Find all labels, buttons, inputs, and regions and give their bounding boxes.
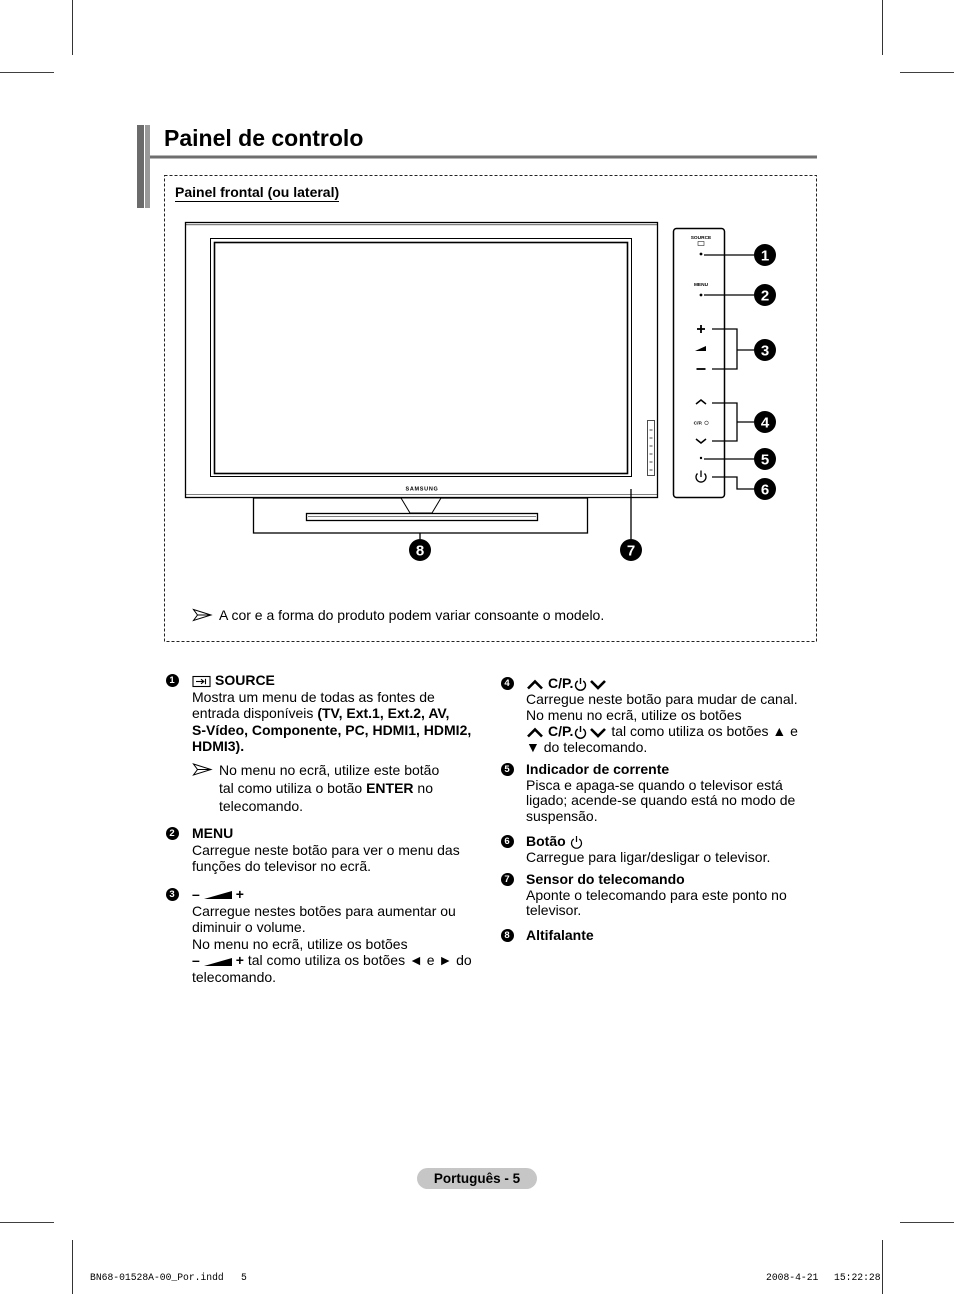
callout-number-8: 8 — [415, 542, 425, 560]
item-desc-text: Pisca e apaga-se quando o televisor está — [526, 776, 783, 793]
power-icon — [574, 677, 587, 691]
item-desc-text-bold: C/P. — [548, 723, 574, 739]
chevron-up-icon — [526, 727, 544, 738]
header-bar-light — [145, 125, 150, 208]
item-title-text: Sensor do telecomando — [526, 871, 685, 887]
item-volume — [169, 886, 472, 986]
item-desc-text: Carregue neste botão para ver o menu das — [192, 841, 460, 858]
power-icon — [574, 725, 587, 739]
item-source-note — [219, 761, 439, 815]
item-desc-line — [526, 809, 795, 825]
callout-number-1: 1 — [760, 247, 770, 265]
item-number-badge: 1 — [166, 674, 179, 687]
item-title-text: SOURCE — [215, 672, 275, 688]
item-desc-text-bold: + — [235, 952, 244, 969]
slug-date: 2008-4-21 — [766, 1272, 819, 1283]
item-desc-line — [192, 858, 460, 875]
item-desc-line — [192, 952, 472, 969]
item-speaker — [504, 927, 594, 943]
panel-source-label: SOURCE — [690, 236, 712, 241]
item-title-text: – — [192, 886, 200, 902]
note-text: tal como utiliza o botão — [219, 780, 367, 796]
item-desc-line — [526, 723, 798, 739]
note-line — [219, 761, 439, 779]
panel-source-dot — [700, 253, 703, 256]
callout-number-2: 2 — [760, 287, 770, 305]
item-desc-text: televisor. — [526, 902, 582, 918]
note-text: telecomando. — [219, 798, 304, 814]
item-desc-text: telecomando. — [192, 968, 277, 985]
title-rule — [150, 156, 817, 159]
item-desc-line — [192, 705, 471, 722]
item-desc-text: ▼ do telecomando. — [526, 739, 648, 755]
item-desc-line — [526, 739, 798, 755]
item-title — [192, 825, 460, 842]
item-power-button — [504, 833, 771, 865]
item-title-text: Indicador de corrente — [526, 761, 670, 777]
item-desc-text: Carregue neste botão para mudar de canal. — [526, 691, 798, 707]
item-desc-line — [192, 689, 471, 706]
item-source — [169, 672, 472, 755]
item-number-badge: 7 — [501, 873, 514, 886]
item-desc-line — [192, 936, 472, 953]
page-number-badge: Português - 5 — [417, 1168, 537, 1189]
panel-menu-dot — [700, 294, 703, 297]
note-arrow-icon — [194, 610, 212, 621]
slug-time: 15:22:28 — [834, 1272, 881, 1283]
item-desc-text-bold: (TV, Ext.1, Ext.2, AV, — [317, 705, 450, 721]
item-desc-text: Carregue nestes botões para aumentar ou — [192, 902, 456, 919]
item-title — [526, 675, 798, 691]
panel-menu-label: MENU — [693, 283, 709, 288]
item-desc-line — [526, 903, 787, 919]
item-desc-line — [526, 888, 787, 904]
item-desc-text: entrada disponíveis — [192, 705, 318, 721]
control-panel-frame — [674, 229, 725, 498]
slug-filename: BN68-01528A-00_Por.indd — [90, 1272, 224, 1283]
item-desc-line — [192, 969, 472, 986]
volume-wedge-icon — [204, 890, 232, 900]
item-title — [526, 833, 770, 849]
item-desc-text-bold: S-Vídeo, Componente, PC, HDMI1, HDMI2, — [192, 721, 472, 738]
figure-subtitle: Painel frontal (ou lateral) — [175, 184, 340, 200]
note-arrow-icon — [194, 764, 212, 775]
item-desc-line — [526, 778, 795, 794]
item-desc-text: Aponte o telecomando para este ponto no — [526, 886, 787, 903]
item-number-badge: 5 — [501, 763, 514, 776]
callout-number-5: 5 — [760, 451, 770, 469]
item-channel — [504, 675, 798, 755]
item-title-text: Altifalante — [526, 927, 594, 943]
item-title-text: + — [235, 886, 244, 902]
tv-brand-logo: SAMSUNG — [405, 486, 439, 493]
callout-number-4: 4 — [760, 414, 770, 432]
item-desc-line — [526, 849, 770, 865]
item-desc-line — [192, 842, 460, 859]
panel-channel-label: C/P. — [693, 421, 703, 427]
item-desc-line — [192, 903, 472, 920]
chevron-up-icon — [526, 679, 544, 690]
note-text: No menu no ecrã, utilize este botão — [219, 762, 440, 778]
item-number-badge: 2 — [166, 827, 179, 840]
tv-bezel — [186, 223, 658, 498]
item-title — [526, 927, 594, 943]
item-desc-text: No menu no ecrã, utilize os botões — [192, 935, 408, 952]
callout-number-7: 7 — [626, 542, 636, 560]
item-desc-text: ligado; acende-se quando está no modo de — [526, 792, 796, 809]
chevron-down-icon — [589, 727, 607, 738]
item-desc-text: funções do televisor no ecrã. — [192, 858, 371, 874]
item-title — [192, 886, 472, 903]
figure-note: A cor e a forma do produto podem variar consoante o modelo. — [219, 607, 605, 623]
note-text-bold: ENTER — [366, 780, 414, 796]
item-desc-text-bold: – — [192, 952, 200, 969]
item-desc-text: diminuir o volume. — [192, 919, 306, 936]
page-title: Painel de controlo — [164, 125, 364, 151]
item-desc-text: suspensão. — [526, 808, 598, 825]
power-icon — [570, 835, 583, 849]
source-input-icon — [192, 675, 212, 688]
item-remote-sensor — [504, 871, 787, 919]
tv-illustration — [186, 223, 658, 534]
panel-power-indicator-dot — [700, 457, 702, 459]
item-desc-line — [526, 793, 795, 809]
item-menu — [169, 825, 460, 875]
item-desc-line — [526, 691, 798, 707]
slug-page: 5 — [241, 1272, 247, 1283]
volume-wedge-icon — [204, 957, 232, 967]
item-desc-text: Mostra um menu de todas as fontes de — [192, 688, 435, 705]
item-title — [526, 762, 795, 778]
item-number-badge: 8 — [501, 929, 514, 942]
item-title-text: Botão — [526, 833, 566, 849]
item-title-text: MENU — [192, 825, 234, 841]
callout-number-3: 3 — [760, 342, 770, 360]
header-bar-dark — [137, 125, 144, 208]
item-title — [526, 872, 787, 888]
item-number-badge: 6 — [501, 835, 514, 848]
item-desc-text: tal como utiliza os botões ▲ e — [607, 723, 798, 739]
callout-number-6: 6 — [760, 481, 770, 499]
note-line — [219, 779, 439, 797]
control-panel-illustration — [674, 229, 725, 498]
note-text: no — [413, 780, 434, 796]
item-number-badge: 3 — [166, 888, 179, 901]
chevron-down-icon — [589, 679, 607, 690]
item-title — [192, 672, 471, 689]
item-desc-line — [192, 919, 472, 936]
item-desc-line — [192, 722, 471, 739]
item-number-badge: 4 — [501, 677, 514, 690]
item-desc-text: Carregue para ligar/desligar o televisor. — [526, 849, 771, 865]
item-desc-line — [192, 738, 471, 755]
item-desc-line — [526, 707, 798, 723]
item-desc-text: No menu no ecrã, utilize os botões — [526, 707, 742, 723]
item-title-text: C/P. — [548, 675, 574, 691]
item-desc-text: tal como utiliza os botões ◄ e ► do — [243, 952, 472, 969]
item-desc-text-bold: HDMI3). — [192, 738, 245, 754]
item-power-indicator — [504, 761, 796, 825]
note-line — [219, 797, 439, 815]
